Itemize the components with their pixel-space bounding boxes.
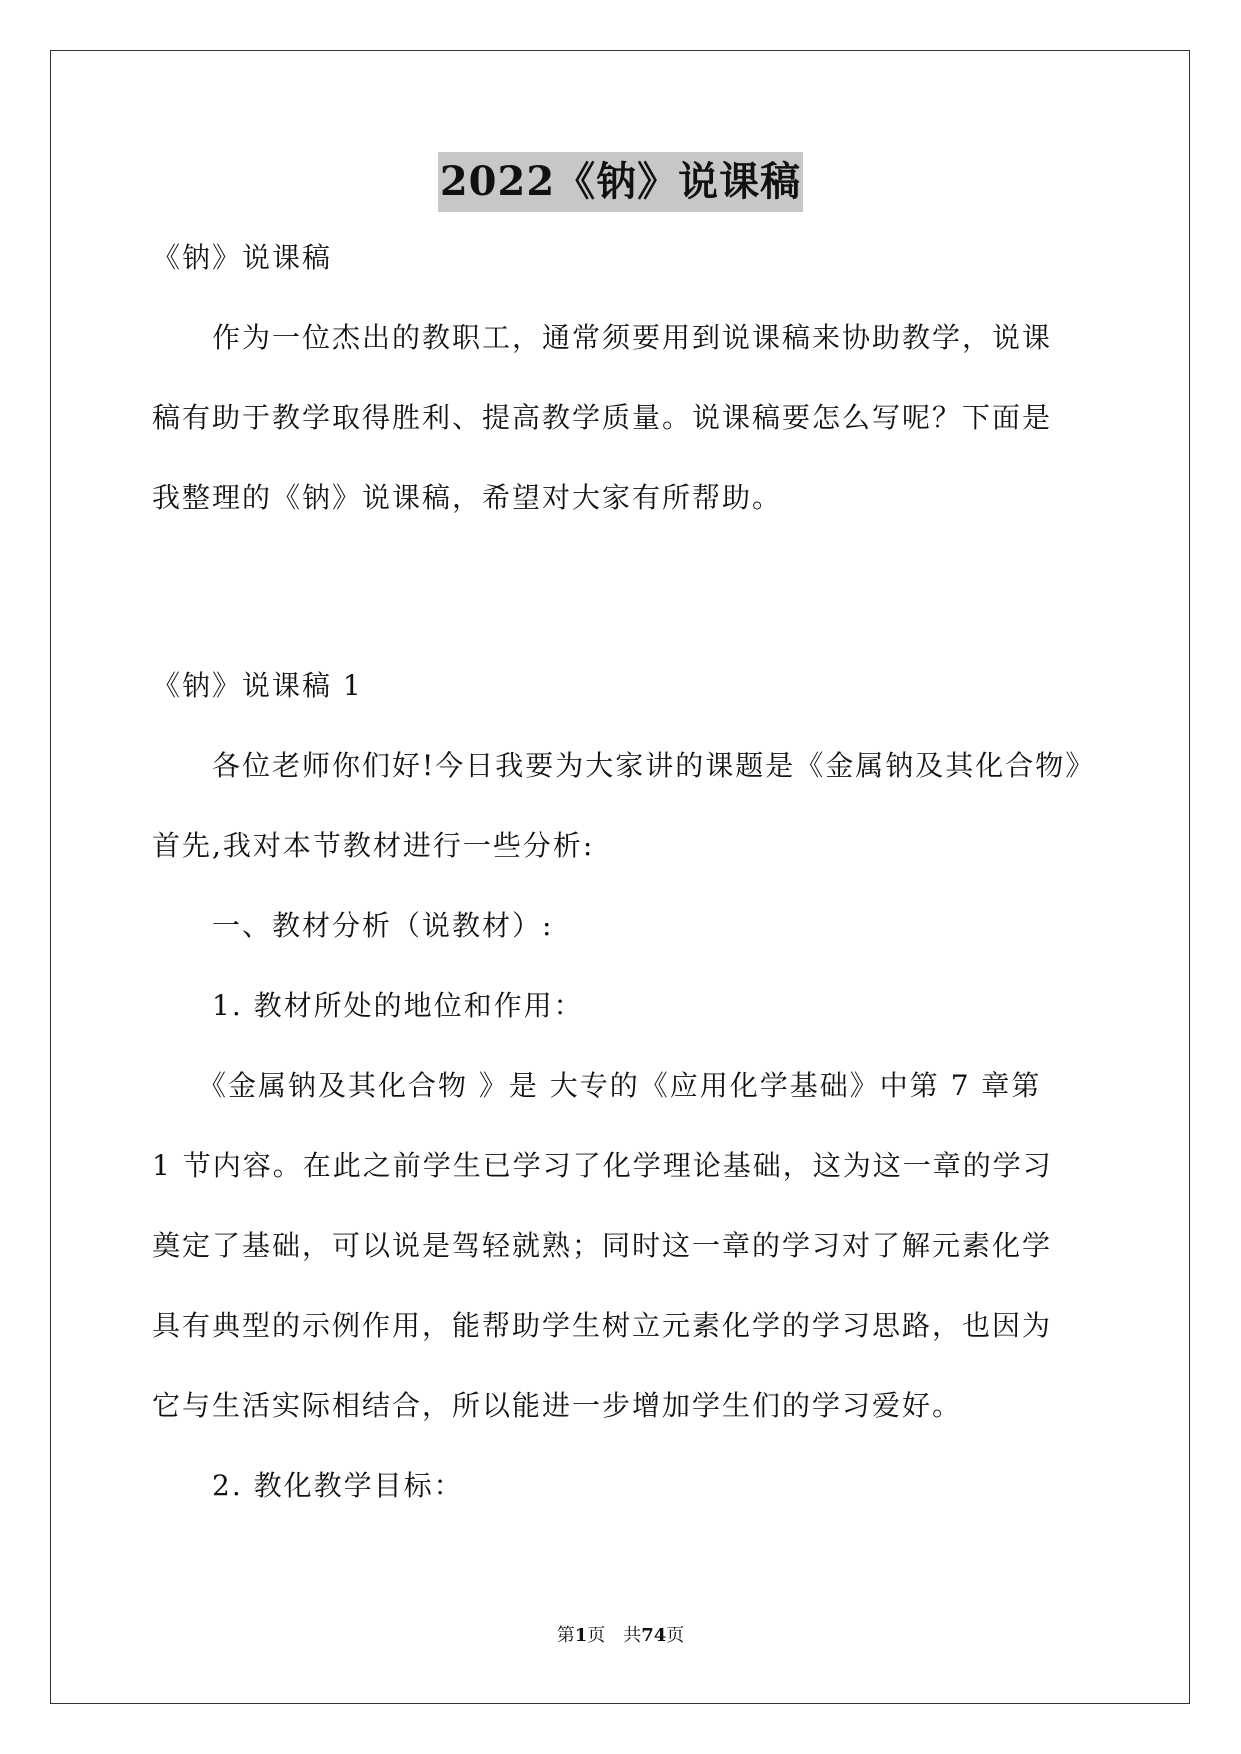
paragraph-line: 《金属钠及其化合物 》是 大专的《应用化学基础》中第 7 章第 bbox=[152, 1069, 1042, 1102]
paragraph-line: 一、教材分析（说教材）: bbox=[152, 909, 554, 942]
paragraph-line: 各位老师你们好!今日我要为大家讲的课题是《金属钠及其化合物》 bbox=[152, 749, 1096, 782]
total-page-count: 74 bbox=[641, 1625, 667, 1646]
footer-suffix: 页 bbox=[666, 1625, 685, 1646]
paragraph-line: 奠定了基础，可以说是驾轻就熟；同时这一章的学习对了解元素化学 bbox=[152, 1229, 1053, 1262]
paragraph-line: 我整理的《钠》说课稿，希望对大家有所帮助。 bbox=[152, 481, 783, 514]
page-footer bbox=[0, 1624, 1241, 1648]
paragraph-line: 《钠》说课稿 bbox=[152, 241, 333, 274]
footer-middle: 页 共 bbox=[587, 1625, 642, 1646]
paragraph-line: 作为一位杰出的教职工，通常须要用到说课稿来协助教学，说课 bbox=[152, 321, 1053, 354]
current-page-number: 1 bbox=[574, 1625, 588, 1646]
footer-prefix: 第 bbox=[556, 1625, 575, 1646]
paragraph-line: 首先,我对本节教材进行一些分析: bbox=[152, 829, 595, 862]
page-border bbox=[50, 50, 1190, 1704]
paragraph-line: 具有典型的示例作用，能帮助学生树立元素化学的学习思路，也因为 bbox=[152, 1309, 1053, 1342]
paragraph-line: 稿有助于教学取得胜利、提高教学质量。说课稿要怎么写呢？下面是 bbox=[152, 401, 1053, 434]
document-title: 2022《钠》说课稿 bbox=[438, 152, 803, 212]
section-heading: 《钠》说课稿 1 bbox=[152, 669, 363, 702]
paragraph-line: 2. 教化教学目标： bbox=[152, 1469, 464, 1502]
paragraph-line: 1 节内容。在此之前学生已学习了化学理论基础，这为这一章的学习 bbox=[152, 1149, 1053, 1182]
title-container bbox=[0, 152, 1241, 212]
paragraph-line: 它与生活实际相结合，所以能进一步增加学生们的学习爱好。 bbox=[152, 1389, 963, 1422]
paragraph-line: 1. 教材所处的地位和作用： bbox=[152, 989, 584, 1022]
